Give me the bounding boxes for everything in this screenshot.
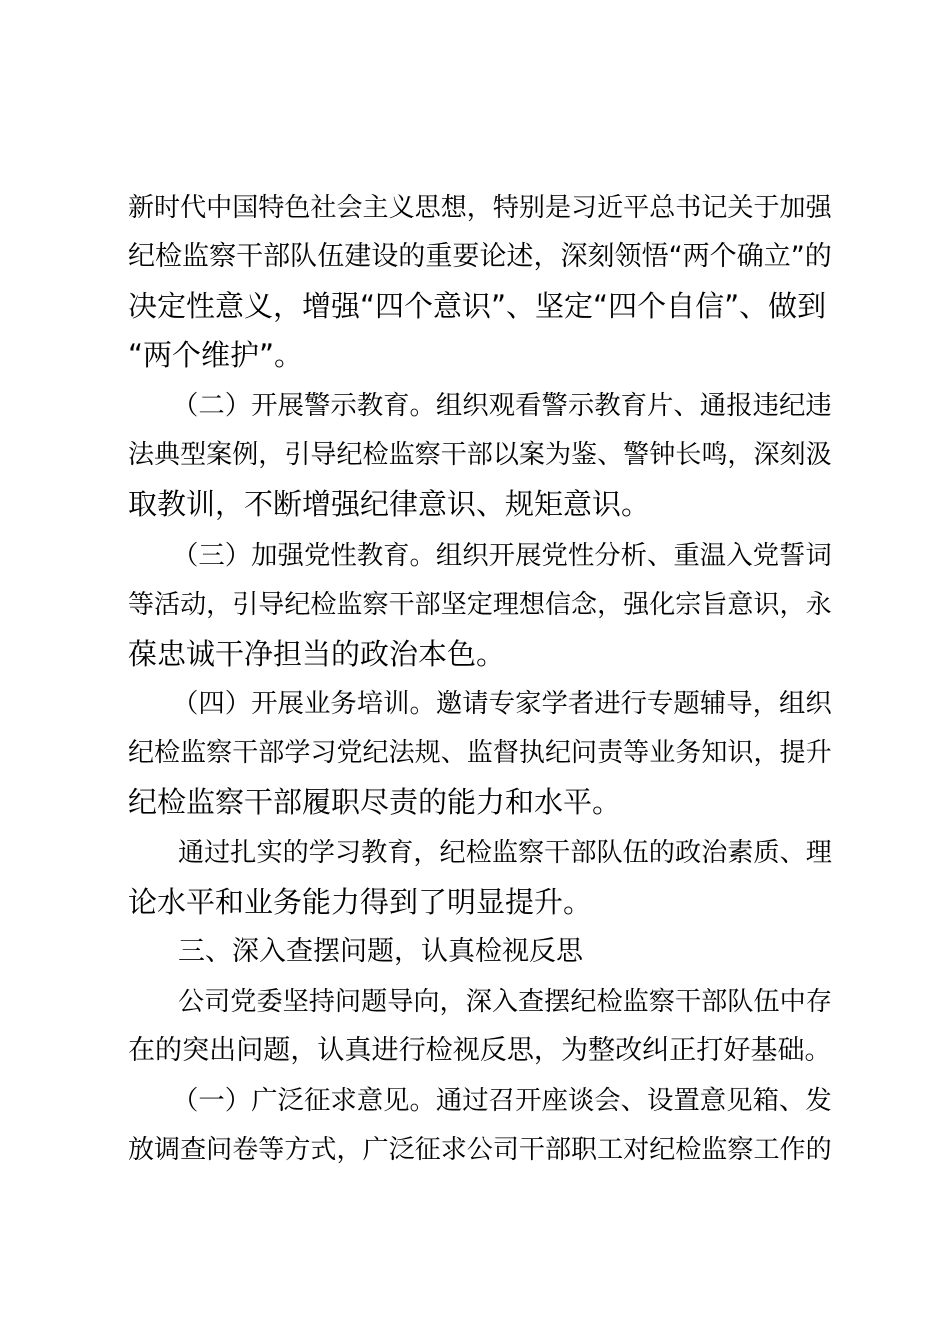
text-line: 在的突出问题，认真进行检视反思，为整改纠正打好基础。 xyxy=(128,1035,832,1066)
text-line: 法典型案例，引导纪检监察干部以案为鉴、警钟长鸣，深刻汲 xyxy=(128,440,832,470)
text-line: 纪检监察干部队伍建设的重要论述，深刻领悟“两个确立”的 xyxy=(128,241,832,272)
text-line: 葆忠诚干净担当的政治本色。 xyxy=(128,637,506,671)
text-line: 决定性意义，增强“四个意识”、坚定“四个自信”、做到 xyxy=(128,289,827,323)
text-line: 通过扎实的学习教育，纪检监察干部队伍的政治素质、理 xyxy=(178,838,832,868)
text-line: 纪检监察干部学习党纪法规、监督执纪问责等业务知识，提升 xyxy=(128,738,832,768)
text-line: 公司党委坚持问题导向，深入查摆纪检监察干部队伍中存 xyxy=(178,987,832,1017)
text-line: （三）加强党性教育。组织开展党性分析、重温入党誓词 xyxy=(172,540,832,571)
text-line: 取教训，不断增强纪律意识、规矩意识。 xyxy=(128,487,651,521)
text-line: 论水平和业务能力得到了明显提升。 xyxy=(128,885,593,919)
text-line: 等活动，引导纪检监察干部坚定理想信念，强化宗旨意识，永 xyxy=(128,590,832,620)
text-line: 纪检监察干部履职尽责的能力和水平。 xyxy=(128,785,622,819)
text-line: （二）开展警示教育。组织观看警示教育片、通报违纪违 xyxy=(172,390,832,421)
text-line: （四）开展业务培训。邀请专家学者进行专题辅导，组织 xyxy=(172,688,832,719)
text-line: 新时代中国特色社会主义思想，特别是习近平总书记关于加强 xyxy=(128,193,832,223)
text-line: “两个维护”。 xyxy=(128,338,304,372)
text-line: （一）广泛征求意见。通过召开座谈会、设置意见箱、发 xyxy=(172,1085,832,1116)
section-heading: 三、深入查摆问题，认真检视反思 xyxy=(178,936,583,967)
text-line: 放调查问卷等方式，广泛征求公司干部职工对纪检监察工作的 xyxy=(128,1135,832,1165)
